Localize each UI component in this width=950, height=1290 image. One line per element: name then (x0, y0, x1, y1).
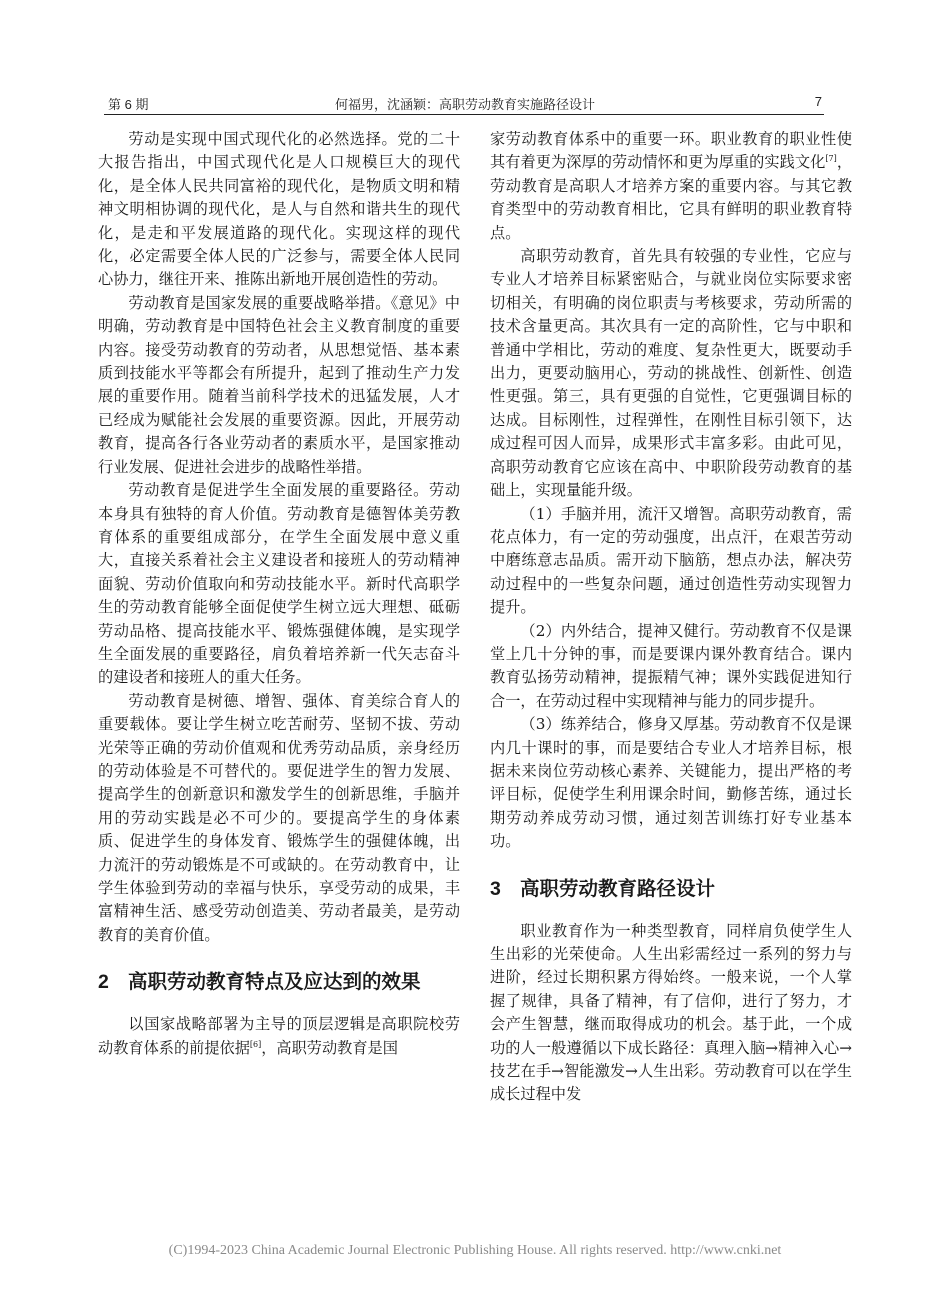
paragraph: 劳动教育是促进学生全面发展的重要路径。劳动本身具有独特的育人价值。劳动教育是德智体美劳教育体系的重要组成部分，在学生全面发展中意义重大，直接关系着社会主义建设者和接班人的劳动精神面貌、劳动价值取向和劳动技能水平。新时代高职学生的劳动教育能够全面促使学生树立远大理想、砥砺劳动品格、提高技能水平、锻炼强健体魄，是实现学生全面发展的重要路径，肩负着培养新一代矢志奋斗的建设者和接班人的重大任务。 (98, 481, 460, 687)
citation: [7] (825, 154, 837, 164)
section-heading (98, 969, 460, 995)
paragraph: 劳动教育是树德、增智、强体、育美综合育人的重要载体。要让学生树立吃苦耐劳、坚韧不拔、劳动光荣等正确的劳动价值观和优秀劳动品质，亲身经历的劳动体验是不可替代的。要促进学生的智力发展、提高学生的创新意识和激发学生的创新思维，手脑并用的劳动实践是必不可少的。要提高学生的身体素质、促进学生的身体发育、锻炼学生的强健体魄，出力流汗的劳动锻炼是不可或缺的。在劳动教育中，让学生体验到劳动的幸福与快乐，享受劳动的成果，丰富精神生活、感受劳动创造美、劳动者最美，是劳动教育的美育价值。 (98, 691, 460, 944)
header-rule (104, 114, 824, 115)
paragraph (490, 128, 852, 245)
paragraph: 劳动教育是国家发展的重要战略举措。《意见》中明确，劳动教育是中国特色社会主义教育制度的重要内容。接受劳动教育的劳动者，从思想觉悟、基本素质到技能水平等都会有所提升，起到了推动生产力发展的重要作用。随着当前科学技术的迅猛发展，人才已经成为赋能社会发展的重要资源。因此，开展劳动教育，提高各行各业劳动者的素质水平，是国家推动行业发展、促进社会进步的战略性举措。 (98, 293, 460, 476)
paragraph: （3）练养结合，修身又厚基。劳动教育不仅是课内几十课时的事，而是要结合专业人才培养目标，根据未来岗位劳动核心素养、关键能力，提出严格的考评目标，促使学生利用课余时间，勤修苦练，通过长期劳动养成劳动习惯，通过刻苦训练打好专业基本功。 (490, 715, 852, 851)
copyright-footer: (C)1994-2023 China Academic Journal Electronic Publishing House. All rights reserved. http://www.cnki.net (168, 1243, 782, 1258)
section-heading (490, 876, 852, 902)
paragraph-text: ，劳动教育是高职人才培养方案的重要内容。与其它教育类型中的劳动教育相比，它具有鲜明的职业教育特点。 (490, 153, 853, 242)
paragraph-text: 家劳动教育体系中的重要一环。职业教育的职业性使其有着更为深厚的劳动情怀和更为厚重的实践文化 (490, 130, 852, 172)
running-header (108, 90, 822, 116)
section-title: 高职劳动教育路径设计 (520, 877, 716, 900)
paragraph (98, 1013, 460, 1060)
paragraph-text: ，高职劳动教育是国 (261, 1038, 398, 1057)
issue-number: 第 6 期 (108, 97, 149, 112)
running-title: 何福男，沈涵颖：高职劳动教育实施路径设计 (334, 97, 595, 112)
paragraph: 职业教育作为一种类型教育，同样肩负使学生人生出彩的光荣使命。人生出彩需经过一系列的努力与进阶，经过长期积累方得始终。一般来说，一个人掌握了规律，具备了精神，有了信仰，进行了努力，才会产生智慧，继而取得成功的机会。基于此，一个成功的人一般遵循以下成长路径：真理入脑→精神入心→技艺在手→智能激发→人生出彩。劳动教育可以在学生成长过程中发 (490, 921, 852, 1104)
left-column (98, 128, 460, 1060)
paragraph-text: 以国家战略部署为主导的顶层逻辑是高职院校劳动教育体系的前提依据 (98, 1015, 460, 1057)
citation: [6] (249, 1039, 262, 1049)
section-title: 高职劳动教育特点及应达到的效果 (128, 971, 421, 994)
section-number: 2 (98, 971, 109, 994)
paragraph: 劳动是实现中国式现代化的必然选择。党的二十大报告指出，中国式现代化是人口规模巨大的现代化，是全体人民共同富裕的现代化，是物质文明和精神文明相协调的现代化，是人与自然和谐共生的现代化，是走和平发展道路的现代化。实现这样的现代化，必定需要全体人民的广泛参与，需要全体人民同心协力，继往开来、推陈出新地开展创造性的劳动。 (98, 130, 460, 289)
paragraph: （2）内外结合，提神又健行。劳动教育不仅是课堂上几十分钟的事，而是要课内课外教育结合。课内教育弘扬劳动精神，提振精气神；课外实践促进知行合一，在劳动过程中实现精神与能力的同步提升。 (490, 621, 852, 710)
section-number: 3 (490, 877, 501, 900)
right-column (490, 128, 852, 1107)
page-number: 7 (814, 94, 822, 109)
paragraph: 高职劳动教育，首先具有较强的专业性，它应与专业人才培养目标紧密贴合，与就业岗位实际要求密切相关，有明确的岗位职责与考核要求，劳动所需的技术含量更高。其次具有一定的高阶性，它与中职和普通中学相比，劳动的难度、复杂性更大，既要动手出力，更要动脑用心，劳动的挑战性、创新性、创造性更强。第三，具有更强的自觉性，它更强调目标的达成。目标刚性，过程弹性，在刚性目标引领下，达成过程可因人而异，成果形式丰富多彩。由此可见，高职劳动教育它应该在高中、中职阶段劳动教育的基础上，实现量能升级。 (490, 247, 852, 500)
paragraph: （1）手脑并用，流汗又增智。高职劳动教育，需花点体力，有一定的劳动强度，出点汗，在艰苦劳动中磨练意志品质。需开动下脑筋，想点办法，解决劳动过程中的一些复杂问题，通过创造性劳动实现智力提升。 (490, 504, 852, 617)
